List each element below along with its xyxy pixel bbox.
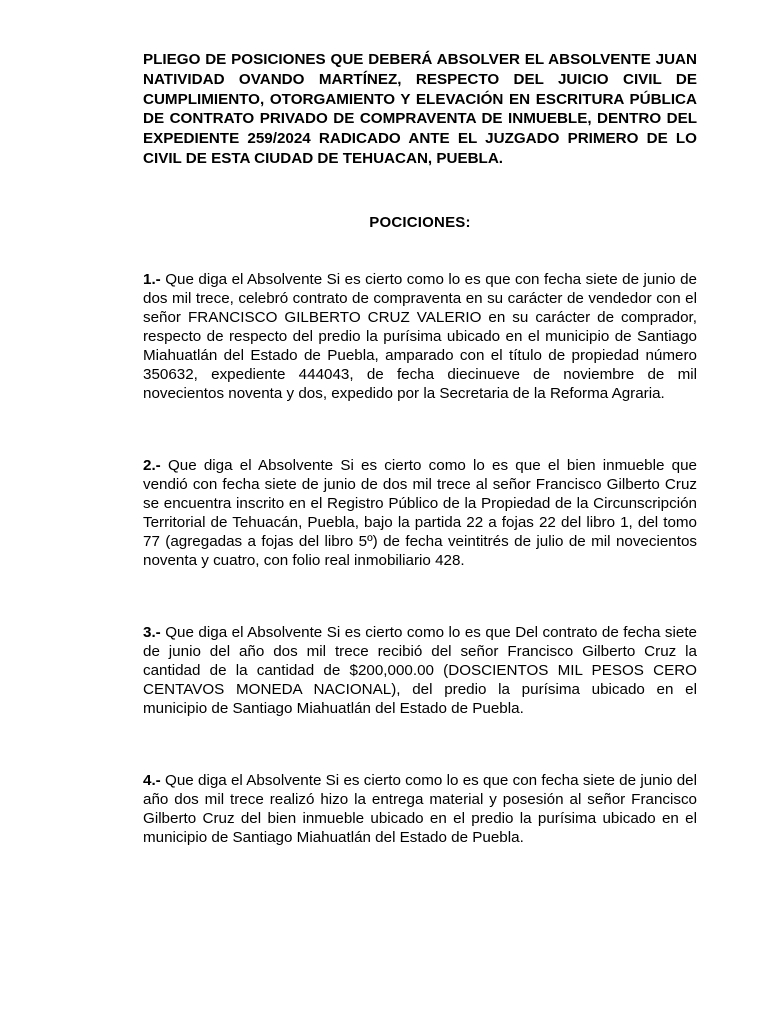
position-item-1 (143, 270, 697, 403)
position-text-4: Que diga el Absolvente Si es cierto como lo es que con fecha siete de junio del año dos mil trece realizó hizo la entrega material y posesión al señor Francisco Gilberto Cruz del bien inmueble ubicado en el predio la purísima ubicado en el municipio de Santiago Miahuatlán del Estado de Puebla. (143, 771, 697, 846)
position-number-1: 1.- (143, 270, 161, 288)
position-number-2: 2.- (143, 456, 161, 474)
document-title: PLIEGO DE POSICIONES QUE DEBERÁ ABSOLVER EL ABSOLVENTE JUAN NATIVIDAD OVANDO MARTÍNEZ, RESPECTO DEL JUICIO CIVIL DE CUMPLIMIENTO, OTORGAMIENTO Y ELEVACIÓN EN ESCRITURA PÚBLICA DE CONTRATO PRIVADO DE COMPRAVENTA DE INMUEBLE, DENTRO DEL EXPEDIENTE 259/2024 RADICADO ANTE EL JUZGADO PRIMERO DE LO CIVIL DE ESTA CIUDAD DE TEHUACAN, PUEBLA. (143, 51, 697, 167)
position-item-4 (143, 771, 697, 847)
position-text-1: Que diga el Absolvente Si es cierto como lo es que con fecha siete de junio de dos mil trece, celebró contrato de compraventa en su carácter de vendedor con el señor FRANCISCO GILBERTO CRUZ VALERIO en su carácter de comprador, respecto de respecto del predio la purísima ubicado en el municipio de Santiago Miahuatlán del Estado de Puebla, amparado con el título de propiedad número 350632, expediente 444043, de fecha diecinueve de noviembre de mil novecientos noventa y dos, expedido por la Secretaria de la Reforma Agraria. (143, 270, 697, 402)
position-number-4: 4.- (143, 771, 161, 789)
position-item-2 (143, 456, 697, 570)
document-page (143, 50, 697, 847)
position-item-3 (143, 623, 697, 718)
position-text-3: Que diga el Absolvente Si es cierto como lo es que Del contrato de fecha siete de junio del año dos mil trece recibió del señor Francisco Gilberto Cruz la cantidad de la cantidad de $200,000.00 (DOSCIENTOS MIL PESOS CERO CENTAVOS MONEDA NACIONAL), del predio la purísima ubicado en el municipio de Santiago Miahuatlán del Estado de Puebla. (143, 623, 697, 717)
position-number-3: 3.- (143, 623, 161, 641)
position-text-2: Que diga el Absolvente Si es cierto como lo es que el bien inmueble que vendió con fecha siete de junio de dos mil trece al señor Francisco Gilberto Cruz se encuentra inscrito en el Registro Público de la Propiedad de la Circunscripción Territorial de Tehuacán, Puebla, bajo la partida 22 a fojas 22 del libro 1, del tomo 77 (agregadas a fojas del libro 5º) de fecha veintitrés de julio de mil novecientos noventa y cuatro, con folio real inmobiliario 428. (143, 456, 697, 569)
section-heading: POCICIONES: (369, 213, 471, 231)
